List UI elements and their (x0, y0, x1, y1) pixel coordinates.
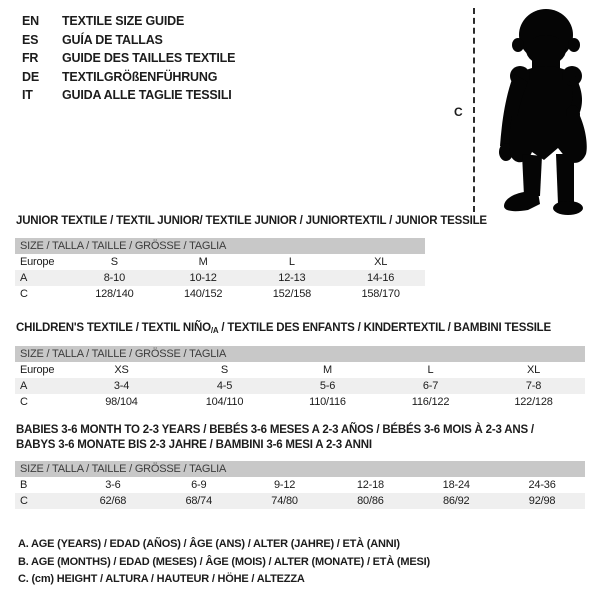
size-header-bar: SIZE / TALLA / TAILLE / GRÖSSE / TAGLIA (15, 346, 585, 362)
children-title-part1: CHILDREN'S TEXTILE / TEXTIL NIÑO (16, 322, 211, 334)
size-cell: S (220, 364, 229, 376)
baby-silhouette-icon (482, 4, 600, 216)
row-label: A (20, 272, 28, 284)
children-table-title (16, 321, 551, 338)
age-cell: 6-7 (422, 380, 439, 392)
height-measure-label: C (454, 105, 463, 119)
age-cell: 3-6 (105, 479, 121, 491)
legend-note-b: B. AGE (MONTHS) / EDAD (MESES) / ÂGE (MOIS) / ALTER (MONATE) / ETÀ (MESI) (18, 555, 430, 568)
age-cell: 24-36 (528, 479, 556, 491)
age-cell: 4-5 (216, 380, 233, 392)
age-cell: 12-13 (278, 272, 306, 284)
size-cell: S (110, 256, 118, 268)
height-cell: 74/80 (271, 495, 298, 507)
language-title: TEXTILGRÖßENFÜHRUNG (62, 69, 218, 84)
height-cell: 128/140 (95, 288, 134, 300)
table-row (15, 394, 585, 410)
size-header-bar: SIZE / TALLA / TAILLE / GRÖSSE / TAGLIA (15, 461, 585, 477)
babies-size-table (15, 461, 585, 509)
junior-size-table (15, 238, 425, 302)
row-label: C (20, 288, 28, 300)
height-cell: 140/152 (183, 288, 223, 300)
babies-title-line2: BABYS 3-6 MONATE BIS 2-3 JAHRE / BAMBINI 3-6 MESI A 2-3 ANNI (16, 439, 372, 451)
size-cell: XL (374, 256, 388, 268)
size-cell: M (323, 364, 332, 376)
legend-note-c: C. (cm) HEIGHT / ALTURA / HAUTEUR / HÖHE / ALTEZZA (18, 573, 305, 585)
babies-table-title (16, 423, 534, 453)
height-cell: 110/116 (309, 396, 346, 408)
size-cell: XL (526, 364, 541, 376)
babies-title-line1: BABIES 3-6 MONTH TO 2-3 YEARS / BEBÉS 3-6 MESES A 2-3 AÑOS / BÉBÉS 3-6 MOIS À 2-3 ANS / (16, 424, 534, 436)
row-label: B (20, 479, 28, 491)
language-row-fr (22, 49, 235, 68)
height-cell: 158/170 (361, 288, 400, 300)
age-cell: 5-6 (319, 380, 336, 392)
age-cell: 10-12 (189, 272, 217, 284)
language-row-de (22, 68, 235, 87)
age-cell: 14-16 (367, 272, 395, 284)
children-title-sub: /A (210, 326, 219, 335)
height-cell: 92/98 (528, 495, 556, 507)
table-row (15, 286, 425, 302)
children-title-part2: / TEXTILE DES ENFANTS / KINDERTEXTIL / BAMBINI TESSILE (218, 322, 551, 334)
size-cell: L (288, 256, 295, 268)
row-label: A (20, 380, 28, 392)
language-code: IT (22, 88, 33, 102)
height-cell: 152/158 (272, 288, 312, 300)
table-row (15, 378, 585, 394)
table-row (15, 362, 585, 378)
size-cell: XS (114, 364, 129, 376)
height-cell: 104/110 (205, 396, 244, 408)
height-cell: 122/128 (514, 396, 553, 408)
language-title: GUÍA DE TALLAS (62, 32, 163, 47)
row-label: C (20, 495, 28, 507)
height-cell: 80/86 (357, 495, 384, 507)
height-cell: 98/104 (105, 396, 138, 408)
size-header-bar: SIZE / TALLA / TAILLE / GRÖSSE / TAGLIA (15, 238, 425, 254)
language-row-en (22, 12, 235, 31)
language-title: GUIDE DES TAILLES TEXTILE (62, 51, 236, 65)
age-cell: 9-12 (273, 479, 296, 491)
baby-figure (440, 0, 600, 220)
row-label: Europe (20, 364, 55, 376)
row-label: Europe (20, 256, 55, 268)
age-cell: 18-24 (442, 479, 470, 491)
language-title-list (22, 12, 235, 105)
children-size-table (15, 346, 585, 410)
table-row (15, 254, 425, 270)
table-row (15, 493, 585, 509)
height-cell: 116/122 (411, 396, 450, 408)
table-row (15, 477, 585, 493)
height-cell: 62/68 (99, 495, 127, 507)
legend-note-a: A. AGE (YEARS) / EDAD (AÑOS) / ÂGE (ANS) / ALTER (JAHRE) / ETÀ (ANNI) (18, 538, 400, 550)
language-code: DE (22, 69, 39, 84)
height-cell: 86/92 (442, 495, 470, 507)
language-row-it (22, 86, 235, 105)
size-cell: L (427, 364, 434, 376)
language-row-es (22, 31, 235, 50)
row-label: C (20, 396, 28, 408)
table-row (15, 270, 425, 286)
height-measure-dashed-line (473, 8, 475, 212)
language-code: FR (22, 51, 39, 65)
language-title: GUIDA ALLE TAGLIE TESSILI (62, 88, 232, 102)
language-title: TEXTILE SIZE GUIDE (62, 14, 185, 28)
legend-notes (18, 536, 430, 589)
size-cell: M (198, 256, 208, 268)
age-cell: 8-10 (103, 272, 125, 284)
age-cell: 7-8 (525, 380, 542, 392)
language-code: ES (22, 32, 39, 47)
height-cell: 68/74 (185, 495, 212, 507)
junior-table-title: JUNIOR TEXTILE / TEXTIL JUNIOR/ TEXTILE JUNIOR / JUNIORTEXTIL / JUNIOR TESSILE (16, 215, 487, 227)
language-code: EN (22, 14, 39, 28)
age-cell: 12-18 (356, 479, 384, 491)
age-cell: 3-4 (113, 380, 130, 392)
age-cell: 6-9 (191, 479, 207, 491)
